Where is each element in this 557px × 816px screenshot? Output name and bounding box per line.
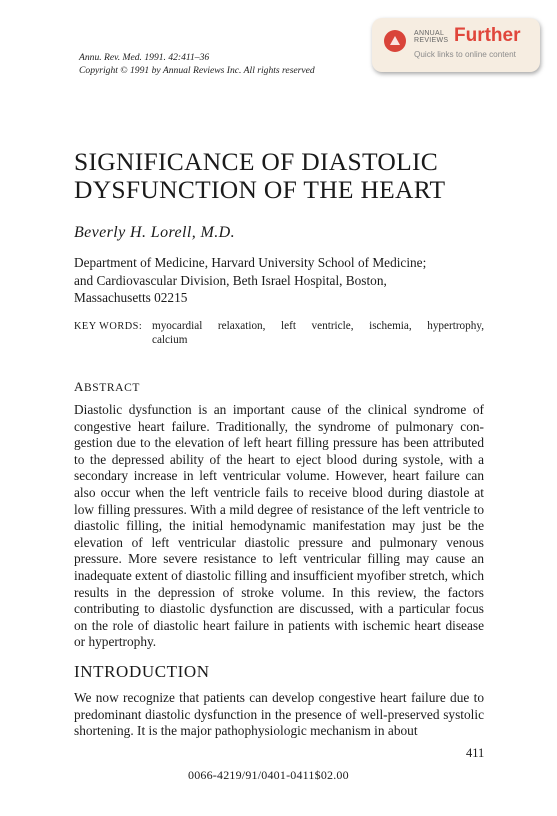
- annual-reviews-logo-icon: [384, 30, 406, 52]
- abstract-text: Diastolic dysfunction is an important cause of the clinical syndrome of congestive heart failure. Traditionally, the syndrome of pulmonary con- gestion due to the elevation of left heart filling pressure has been attributed to the depressed ability of the heart to eject blood during systole, with a secondary increase in left ventricular volume. However, heart failure can also occur when the left ventricle fails to receive blood during diastole at low filling pressures. With a mild degree of resistance of the left ventricle to diastolic filling, the initial hemodynamic manifestation may just be the elevation of left ventricular diastolic pressure and pulmonary venous pressure. More severe resistance to left ventricular filling may cause an inadequate extent of diastolic filling and insufficient myofiber stretch, which results in the depression of stroke volume. In this review, the factors contributing to diastolic dysfunction are discussed, with a particular focus on the role of diastolic heart failure in patients with ischemic heart disease or hypertrophy.: [74, 402, 484, 650]
- citation-line: Annu. Rev. Med. 1991. 42:411–36: [79, 52, 210, 63]
- further-tagline: Quick links to online content: [414, 50, 516, 59]
- journal-citation: [79, 52, 315, 77]
- page-number: 411: [466, 746, 485, 760]
- article-title: SIGNIFICANCE OF DIASTOLIC DYSFUNCTION OF THE HEART: [74, 147, 446, 204]
- article-code: 0066-4219/91/0401-0411$02.00: [188, 768, 349, 782]
- further-badge[interactable]: [372, 18, 540, 72]
- annual-reviews-wordmark: ANNUAL REVIEWS: [414, 30, 449, 44]
- keywords-list: myocardial relaxation, left ventricle, ischemia, hypertrophy,: [152, 320, 484, 332]
- introduction-text: We now recognize that patients can develop congestive heart failure due to predominant diastolic dysfunction in the presence of well-preserved systolic shortening. It is the major pathophysiologic mechanism in about: [74, 690, 484, 739]
- author-name: Beverly H. Lorell, M.D.: [74, 224, 236, 241]
- copyright-line: Copyright © 1991 by Annual Reviews Inc. All rights reserved: [79, 64, 315, 76]
- keywords-label: KEY WORDS:: [74, 321, 143, 332]
- introduction-heading: INTRODUCTION: [74, 662, 210, 681]
- abstract-heading: ABSTRACT: [74, 379, 140, 394]
- keywords-list-continued: calcium: [152, 334, 188, 346]
- affiliation: Department of Medicine, Harvard University School of Medicine; and Cardiovascular Division, Beth Israel Hospital, Boston, Massachusetts 02215: [74, 255, 427, 305]
- further-label: Further: [454, 25, 521, 46]
